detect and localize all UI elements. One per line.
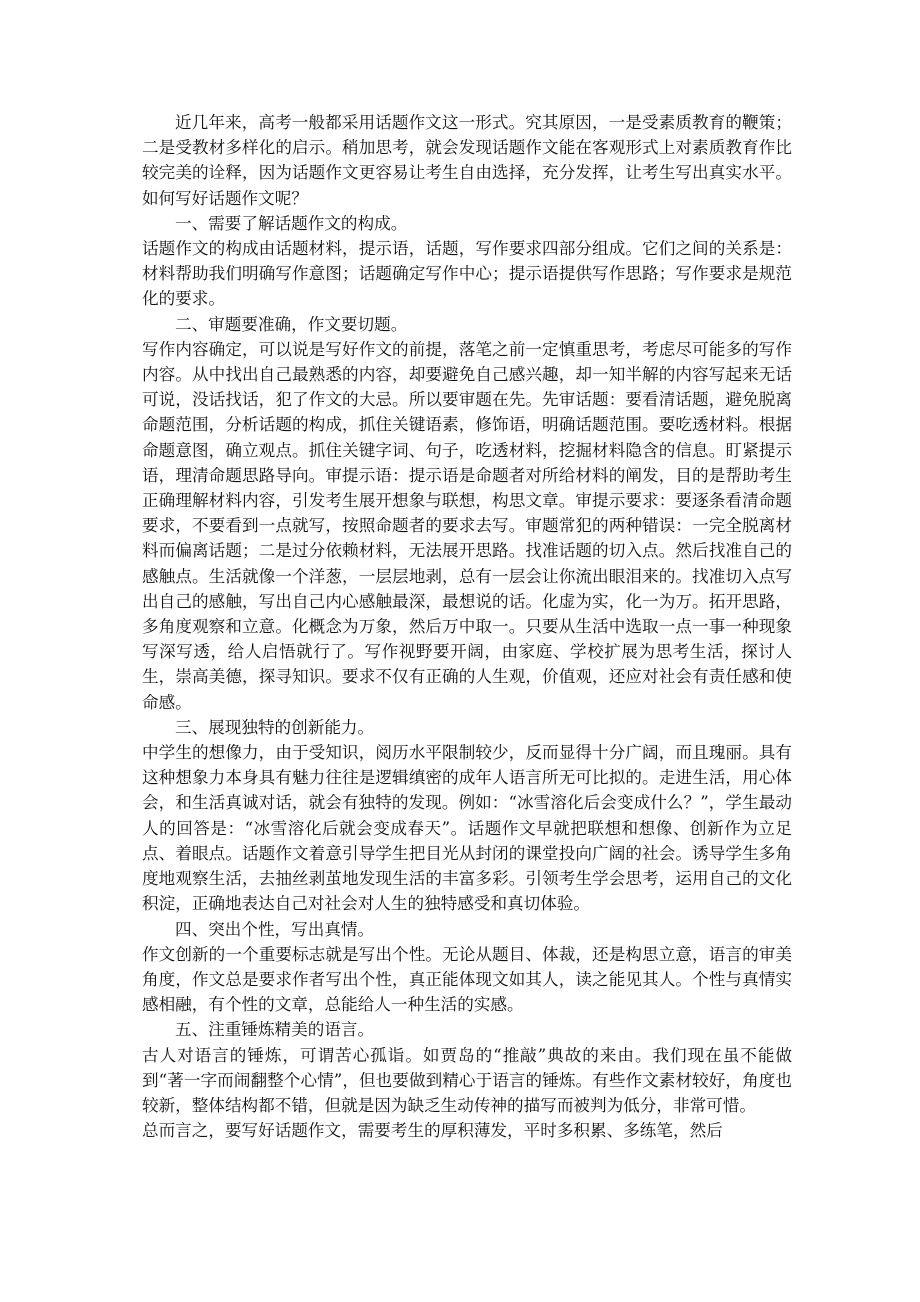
section-body-2: 写作内容确定，可以说是写好作文的前提，落笔之前一定慎重思考，考虑尽可能多的写作内容。从中找出自己最熟悉的内容，却要避免自己感兴趣，却一知半解的内容写起来无话可说，没话找话，犯了作文的大忌。所以要审题在先。先审话题：要看清话题，避免脱离命题范围，分析话题的构成，抓住关键语素，修饰语，明确话题范围。要吃透材料。根据命题意图，确立观点。抓住关键字词、句子，吃透材料，挖掘材料隐含的信息。盯紧提示语，理清命题思路导向。审提示语：提示语是命题者对所给材料的阐发，目的是帮助考生正确理解材料内容，引发考生展开想象与联想，构思文章。审提示要求：要逐条看清命题要求，不要看到一点就写，按照命题者的要求去写。审题常犯的两种错误：一完全脱离材料而偏离话题；二是过分依赖材料，无法展开思路。找准话题的切入点。然后找准自己的感触点。生活就像一个洋葱，一层层地剥，总有一层会让你流出眼泪来的。找准切入点写出自己的感触，写出自己内心感触最深，最想说的话。化虚为实，化一为万。拓开思路，多角度观察和立意。化概念为万象，然后万中取一。只要从生活中选取一点一事一种现象写深写透，给人启悟就行了。写作视野要开阔，由家庭、学校扩展为思考生活，探讨人生，崇高美德，探寻知识。要求不仅有正确的人生观，价值观，还应对社会有责任感和使命感。: [142, 339, 792, 712]
document-page: [142, 110, 792, 1143]
section-heading-4: 四、突出个性，写出真情。: [175, 919, 375, 939]
intro-paragraph: 近几年来，高考一般都采用话题作文这一形式。究其原因，一是受素质教育的鞭策；二是受教材多样化的启示。稍加思考，就会发现话题作文能在客观形式上对素质教育作比较完美的诠释，因为话题作文更容易让考生自由选择，充分发挥，让考生写出真实水平。如何写好话题作文呢？: [142, 113, 792, 208]
section-heading-5: 五、注重锤炼精美的语言。: [175, 1020, 375, 1040]
section-body-5: 古人对语言的锤炼，可谓苦心孤诣。如贾岛的“推敲”典故的来由。我们现在虽不能做到“著一字而闹翻整个心情”，但也要做到精心于语言的锤炼。有些作文素材较好，角度也较新，整体结构都不错，但就是因为缺乏生动传神的描写而被判为低分，非常可惜。: [142, 1045, 792, 1115]
section-body-4: 作文创新的一个重要标志就是写出个性。无论从题目、体裁，还是构思立意，语言的审美角度，作文总是要求作者写出个性，真正能体现文如其人，读之能见其人。个性与真情实感相融，有个性的文章，总能给人一种生活的实感。: [142, 944, 792, 1015]
section-heading-1: 一、需要了解话题作文的构成。: [175, 213, 408, 233]
section-heading-2: 二、审题要准确，作文要切题。: [175, 314, 408, 334]
section-heading-3: 三、展现独特的创新能力。: [175, 717, 375, 737]
section-body-1: 话题作文的构成由话题材料，提示语，话题，写作要求四部分组成。它们之间的关系是：材料帮助我们明确写作意图；话题确定写作中心；提示语提供写作思路；写作要求是规范化的要求。: [142, 239, 792, 309]
section-body-3: 中学生的想像力，由于受知识，阅历水平限制较少，反而显得十分广阔，而且瑰丽。具有这种想象力本身具有魅力往往是逻辑缜密的成年人语言所无可比拟的。走进生活，用心体会，和生活真诚对话，就会有独特的发现。例如：“冰雪溶化后会变成什么？”，学生最动人的回答是：“冰雪溶化后就会变成春天”。话题作文早就把联想和想像、创新作为立足点、着眼点。话题作文着意引导学生把目光从封闭的课堂投向广阔的社会。诱导学生多角度地观察生活，去抽丝剥茧地发现生活的丰富多彩。引领考生学会思考，运用自己的文化积淀，正确地表达自己对社会对人生的独特感受和真切体验。: [142, 743, 792, 914]
conclusion-paragraph: 总而言之，要写好话题作文，需要考生的厚积薄发，平时多积累、多练笔，然后: [142, 1121, 723, 1141]
